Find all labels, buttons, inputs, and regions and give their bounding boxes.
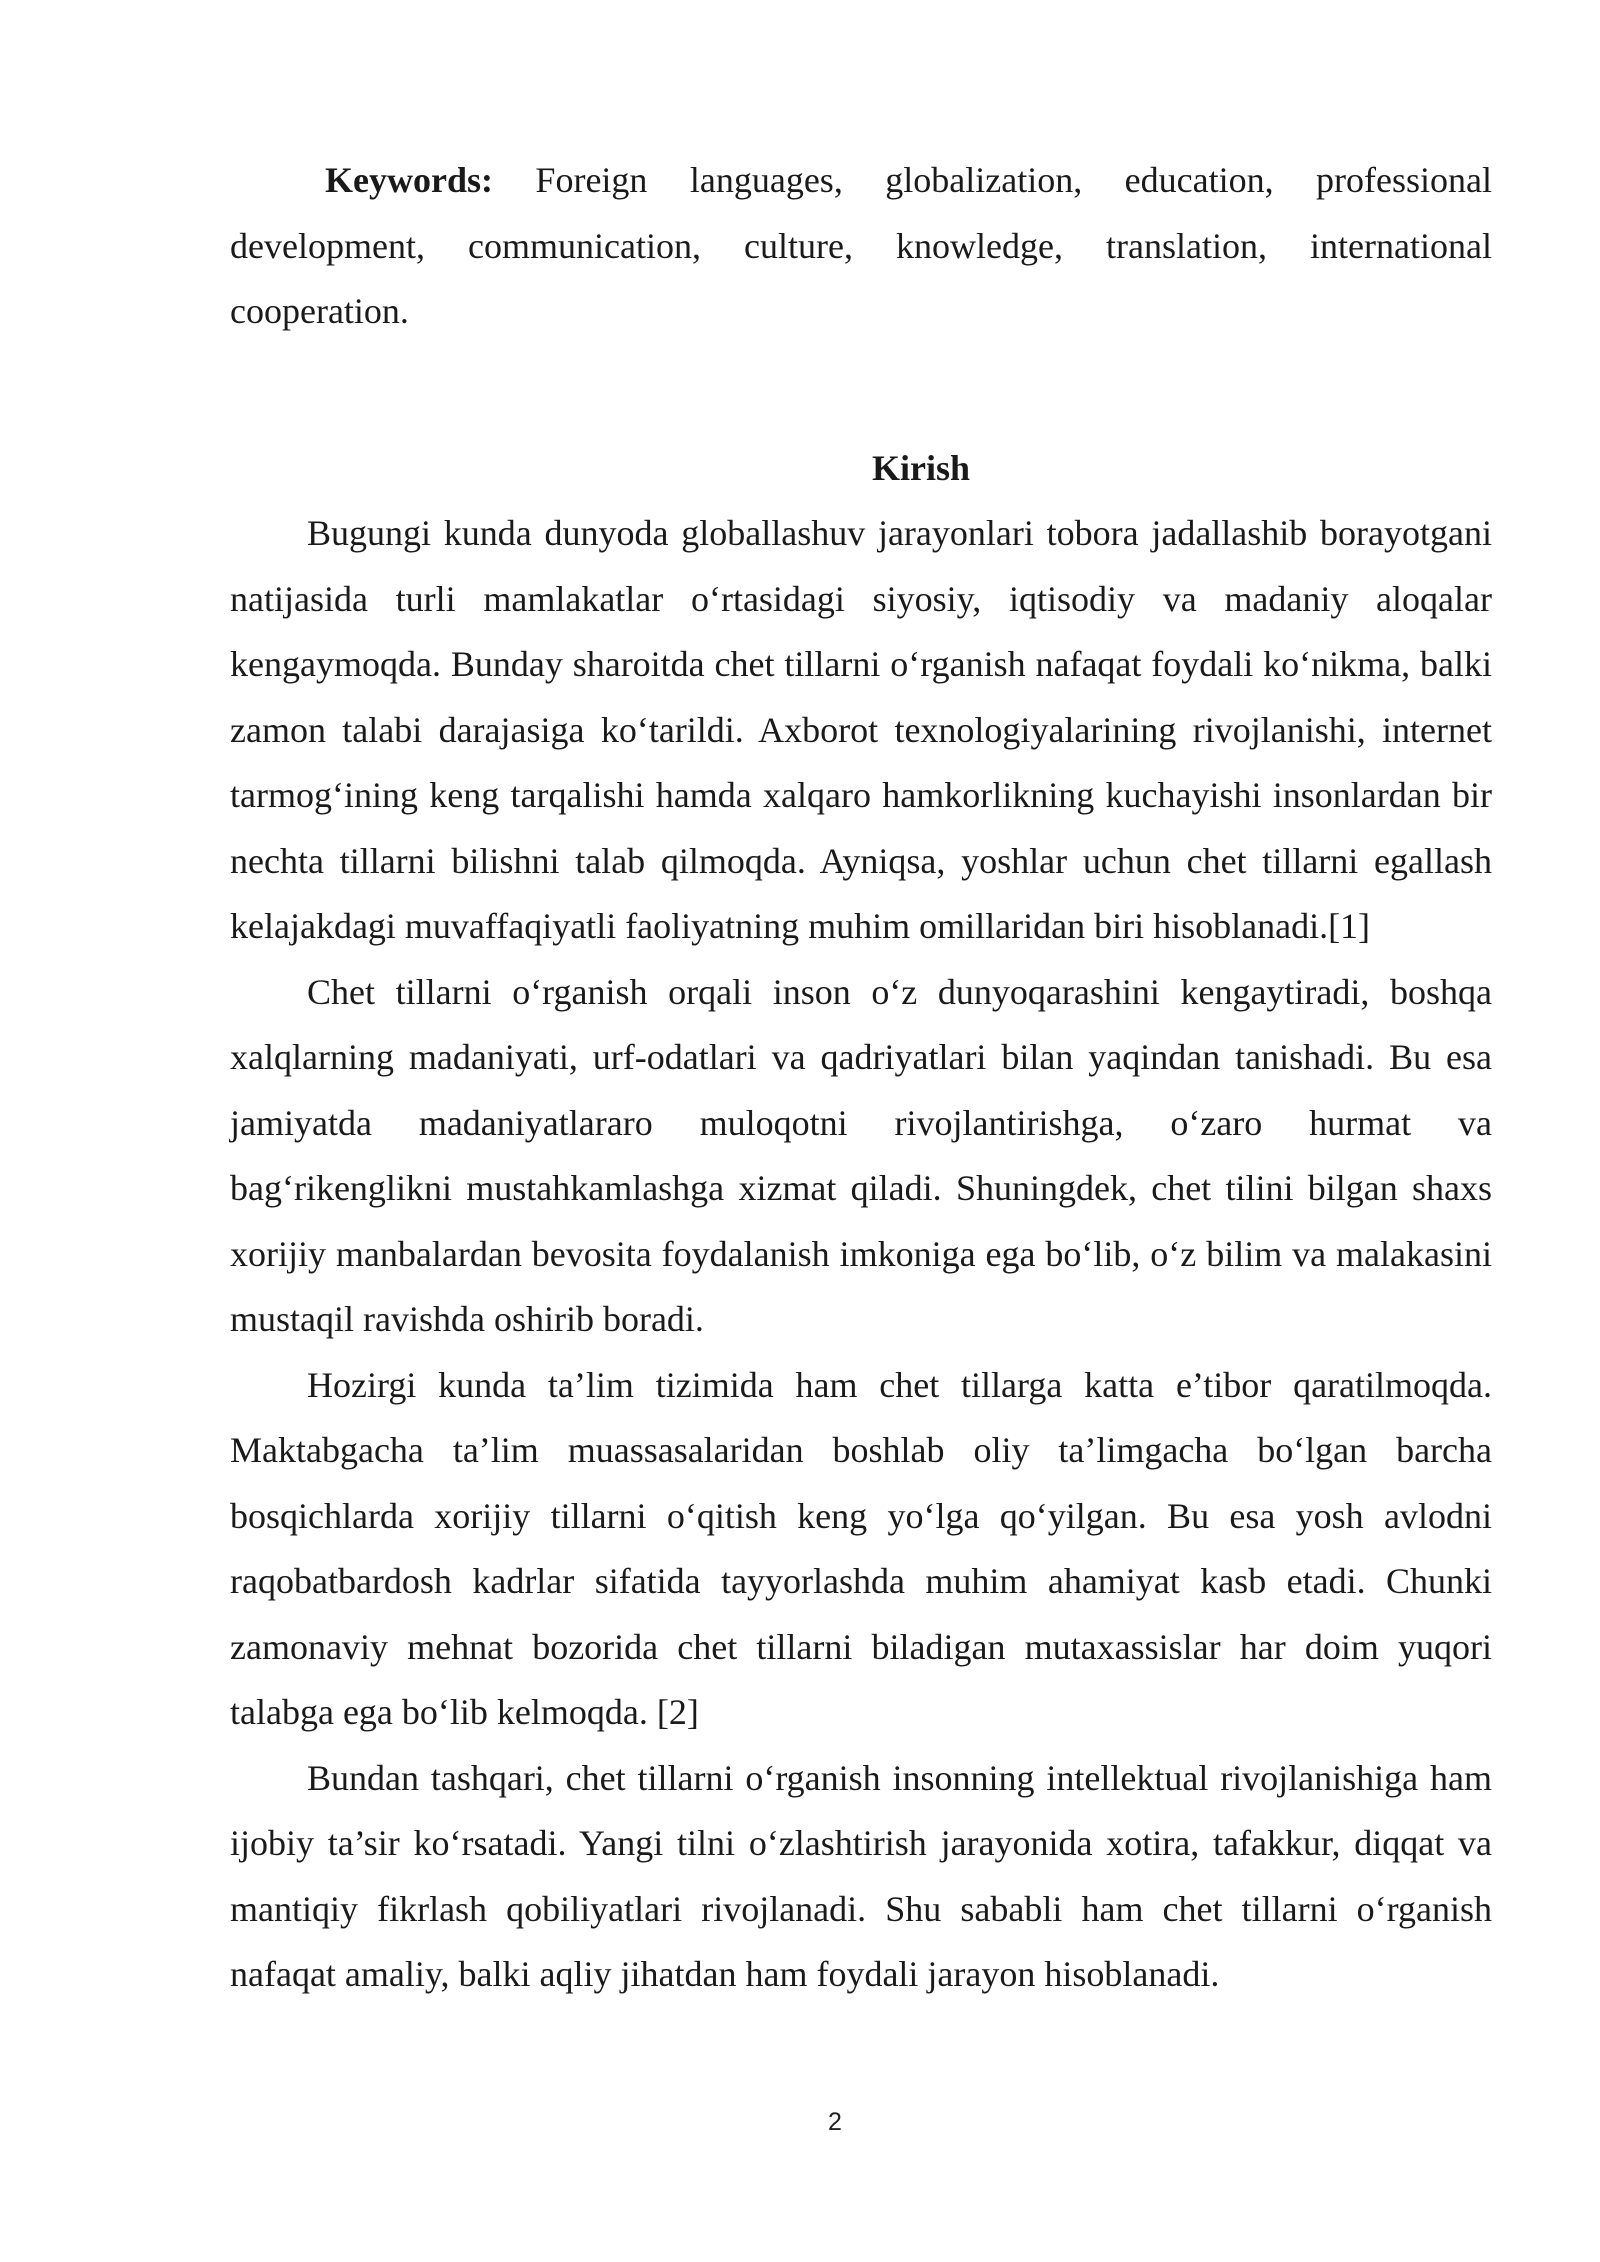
page-number: 2	[828, 2108, 842, 2136]
keywords-text: Foreign languages, globalization, education, professional development, communication, culture, knowledge, translation, international cooperation.	[230, 160, 1492, 331]
body-paragraph-3: Hozirgi kunda ta’lim tizimida ham chet tillarga katta e’tibor qaratilmoqda. Maktabgacha ta’lim muassasalaridan boshlab oliy ta’limgacha bo‘lgan barcha bosqichlarda xorijiy tillarni o‘qitish keng yo‘lga qo‘yilgan. Bu esa yosh avlodni raqobatbardosh kadrlar sifatida tayyorlashda muhim ahamiyat kasb etadi. Chunki zamonaviy mehnat bozorida chet tillarni biladigan mutaxassislar har doim yuqori talabga ega bo‘lib kelmoqda. [2]	[230, 1364, 1492, 1732]
section-heading: Kirish	[871, 447, 970, 488]
body-paragraph-4: Bundan tashqari, chet tillarni o‘rganish insonning intellektual rivojlanishiga ham ijobiy ta’sir ko‘rsatadi. Yangi tilni o‘zlashtirish jarayonida xotira, tafakkur, diqqat va mantiqiy fikrlash qobiliyatlari rivojlanadi. Shu sababli ham chet tillarni o‘rganish nafaqat amaliy, balki aqliy jihatdan ham foydali jarayon hisoblanadi.	[230, 1757, 1492, 1994]
page-content	[230, 148, 1492, 2008]
keywords-paragraph	[230, 148, 1492, 345]
body-paragraph-1: Bugungi kunda dunyoda globallashuv jarayonlari tobora jadallashib borayotgani natijasida turli mamlakatlar o‘rtasidagi siyosiy, iqtisodiy va madaniy aloqalar kengaymoqda. Bunday sharoitda chet tillarni o‘rganish nafaqat foydali ko‘nikma, balki zamon talabi darajasiga ko‘tarildi. Axborot texnologiyalarining rivojlanishi, internet tarmog‘ining keng tarqalishi hamda xalqaro hamkorlikning kuchayishi insonlardan bir nechta tillarni bilishni talab qilmoqda. Ayniqsa, yoshlar uchun chet tillarni egallash kelajakdagi muvaffaqiyatli faoliyatning muhim omillaridan biri hisoblanadi.[1]	[230, 513, 1492, 946]
body-paragraph-2: Chet tillarni o‘rganish orqali inson o‘z dunyoqarashini kengaytiradi, boshqa xalqlarning madaniyati, urf-odatlari va qadriyatlari bilan yaqindan tanishadi. Bu esa jamiyatda madaniyatlararo muloqotni rivojlantirishga, o‘zaro hurmat va bag‘rikenglikni mustahkamlashga xizmat qiladi. Shuningdek, chet tilini bilgan shaxs xorijiy manbalardan bevosita foydalanish imkoniga ega bo‘lib, o‘z bilim va malakasini mustaqil ravishda oshirib boradi.	[230, 971, 1492, 1339]
keywords-label: Keywords:	[325, 160, 493, 200]
